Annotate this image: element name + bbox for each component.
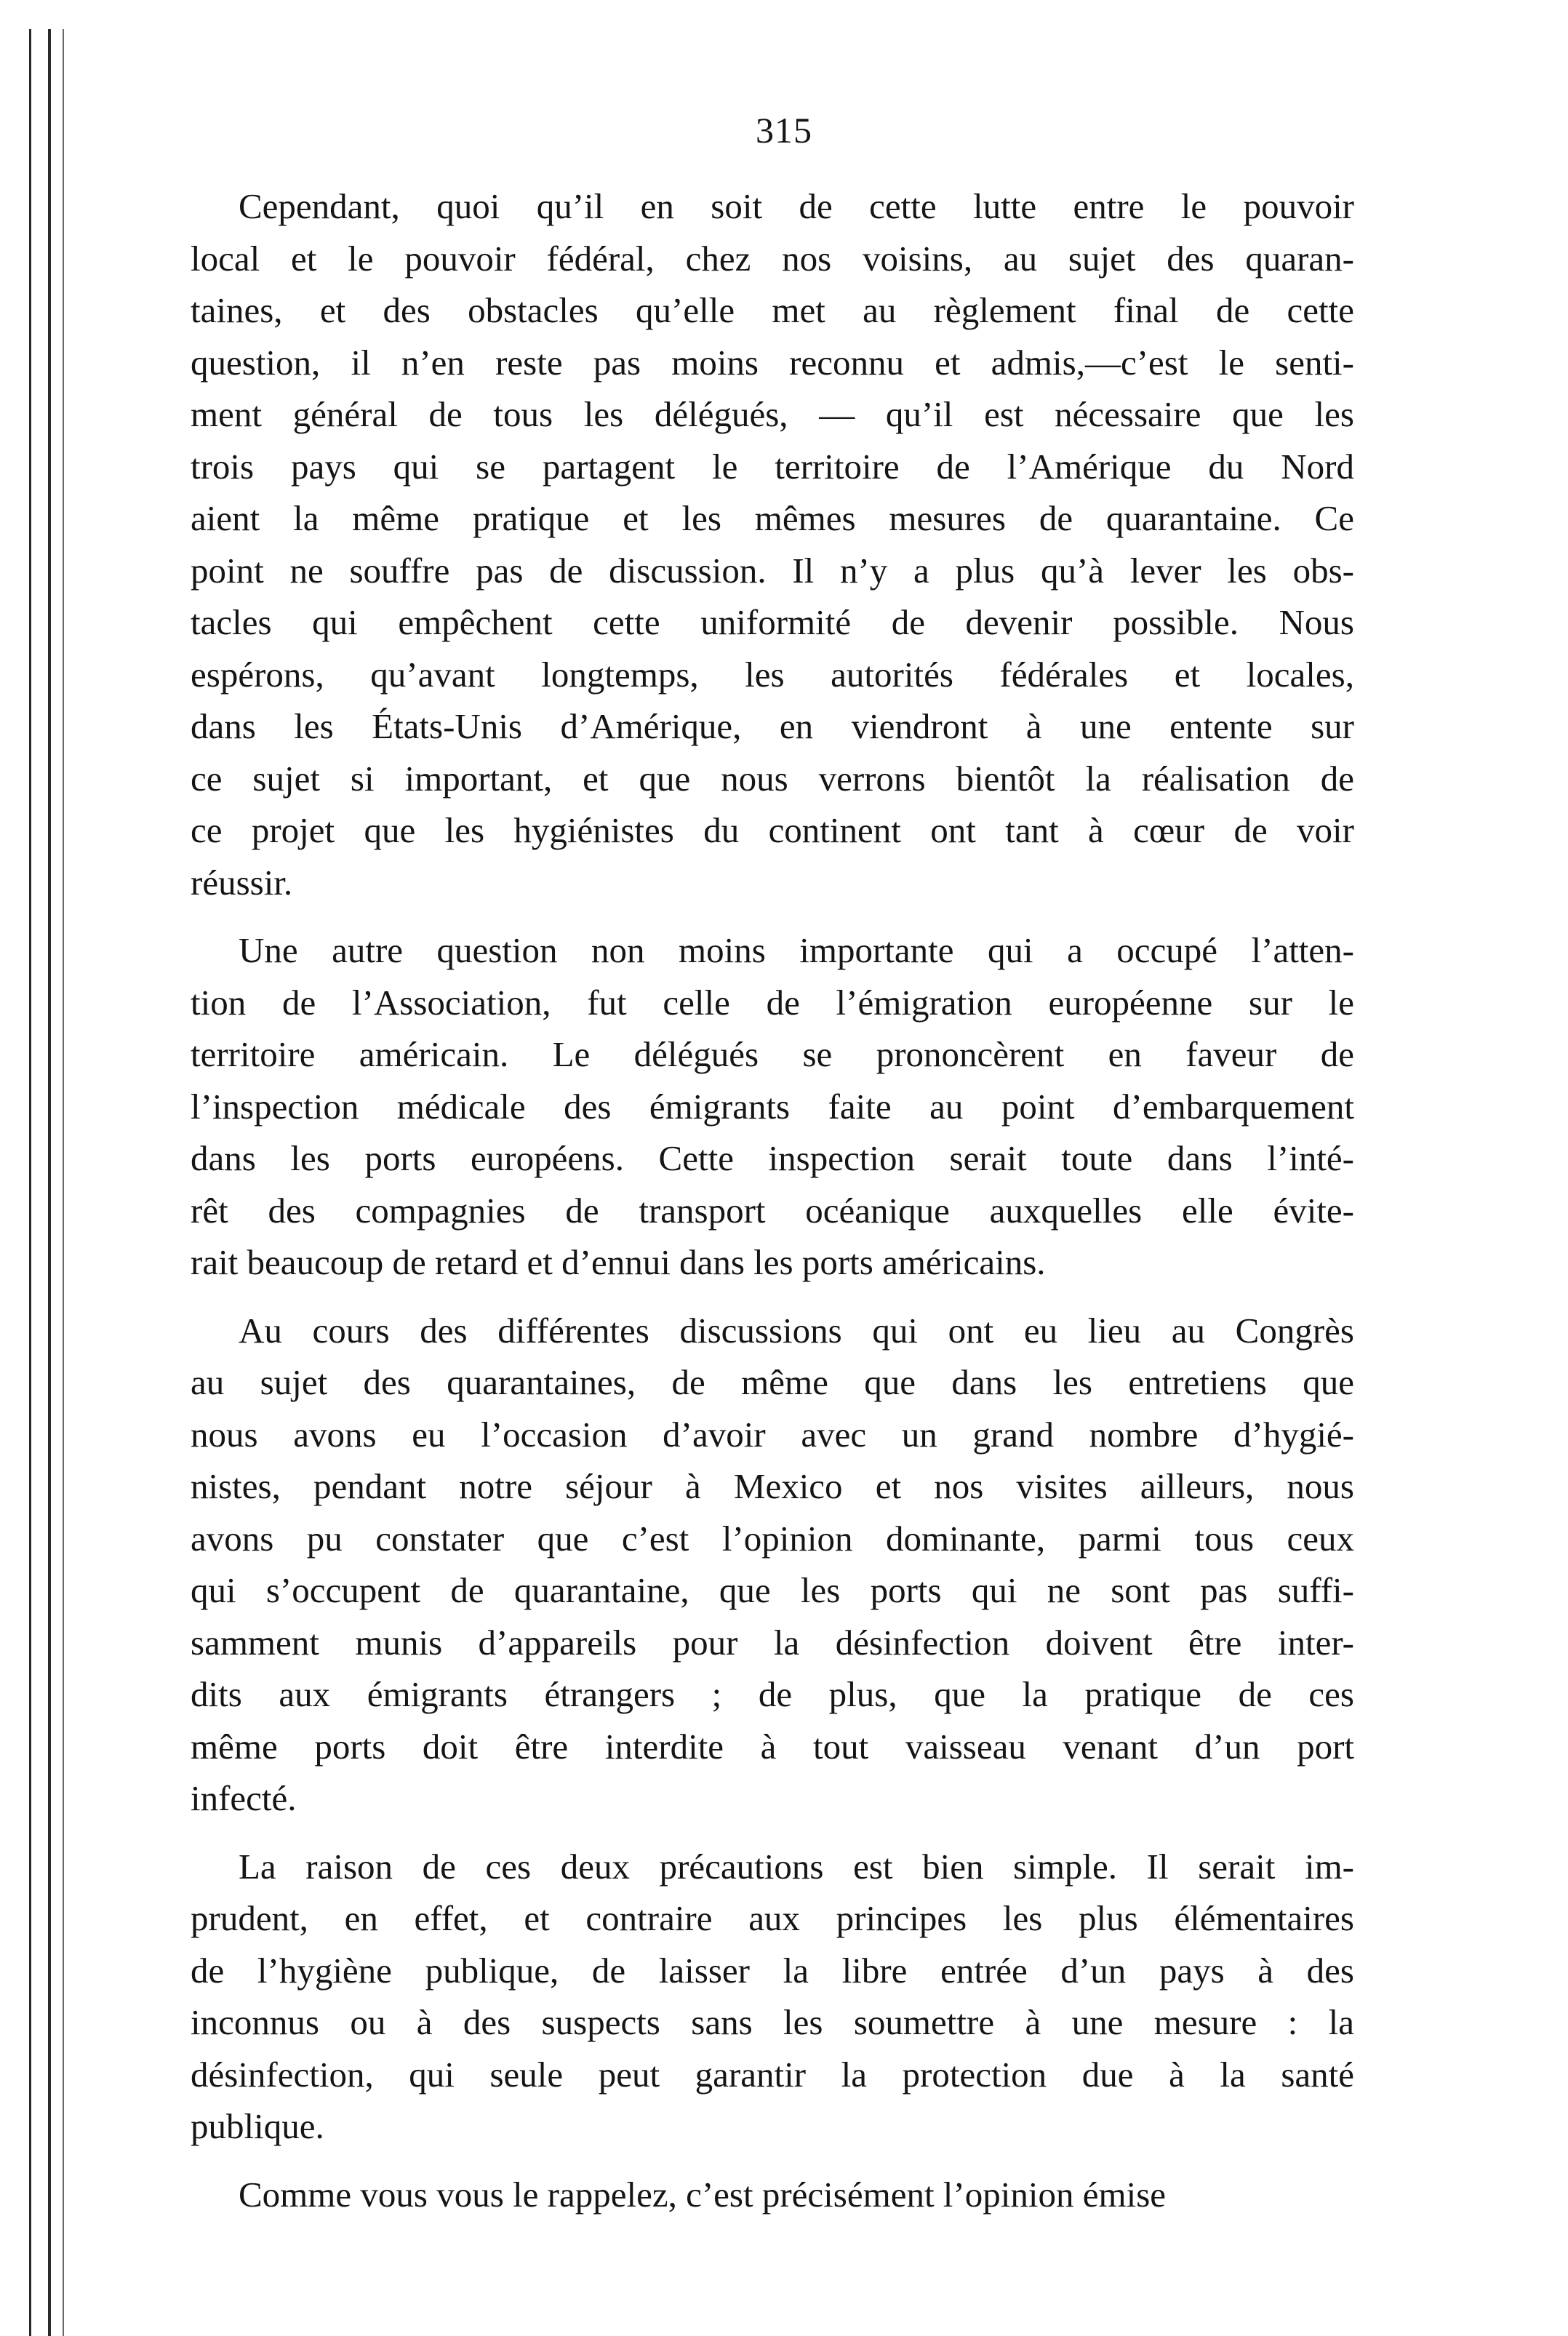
paragraph-gap (191, 1825, 1354, 1841)
paragraph (191, 924, 1354, 1289)
text-line: tacles qui empêchent cette uniformité de devenir possible. Nous (191, 602, 1354, 642)
text-line: avons pu constater que c’est l’opinion dominante, parmi tous ceux (191, 1518, 1354, 1559)
paragraph (191, 1305, 1354, 1825)
text-line: publique. (191, 2106, 324, 2146)
text-line: désinfection, qui seule peut garantir la protection due à la santé (191, 2054, 1354, 2095)
text-line: rêt des compagnies de transport océanique auxquelles elle évite- (191, 1190, 1354, 1231)
paragraph-gap (191, 1289, 1354, 1305)
text-line: même ports doit être interdite à tout vaisseau venant d’un port (191, 1726, 1354, 1767)
page-number: 315 (756, 110, 812, 151)
text-line: dits aux émigrants étrangers ; de plus, que la pratique de ces (191, 1674, 1354, 1714)
text-line: nistes, pendant notre séjour à Mexico et nos visites ailleurs, nous (191, 1466, 1354, 1506)
text-line: au sujet des quarantaines, de même que dans les entretiens que (191, 1362, 1354, 1402)
text-line: samment munis d’appareils pour la désinfection doivent être inter- (191, 1622, 1354, 1663)
text-line: ce sujet si important, et que nous verrons bientôt la réalisation de (191, 758, 1354, 799)
text-line: local et le pouvoir fédéral, chez nos voisins, au sujet des quaran- (191, 238, 1354, 279)
paragraph (191, 1841, 1354, 2153)
text-line: trois pays qui se partagent le territoire de l’Amérique du Nord (191, 446, 1354, 487)
binding-line (48, 29, 51, 2336)
text-line: nous avons eu l’occasion d’avoir avec un grand nombre d’hygié- (191, 1414, 1354, 1455)
text-line: prudent, en effet, et contraire aux principes les plus élémentaires (191, 1898, 1354, 1938)
text-line: l’inspection médicale des émigrants faite au point d’embarquement (191, 1086, 1354, 1127)
text-line: tion de l’Association, fut celle de l’émigration européenne sur le (191, 982, 1354, 1023)
text-line: espérons, qu’avant longtemps, les autorités fédérales et locales, (191, 654, 1354, 695)
text-line: de l’hygiène publique, de laisser la libre entrée d’un pays à des (191, 1950, 1354, 1991)
text-line: rait beaucoup de retard et d’ennui dans les ports américains. (191, 1242, 1046, 1282)
text-line: infecté. (191, 1778, 297, 1818)
text-line: territoire américain. Le délégués se prononcèrent en faveur de (191, 1034, 1354, 1074)
text-line: dans les ports européens. Cette inspection serait toute dans l’inté- (191, 1138, 1354, 1178)
paragraph (191, 180, 1354, 908)
binding-line (29, 29, 31, 2336)
text-line: La raison de ces deux précautions est bien simple. Il serait im- (239, 1846, 1354, 1887)
text-line: aient la même pratique et les mêmes mesures de quarantaine. Ce (191, 498, 1354, 538)
body-text (191, 180, 1354, 2220)
text-line: réussir. (191, 862, 293, 903)
paragraph-gap (191, 2153, 1354, 2169)
paragraph-gap (191, 908, 1354, 924)
text-line: question, il n’en reste pas moins reconnu et admis,—c’est le senti- (191, 342, 1354, 383)
text-line: dans les États-Unis d’Amérique, en viendront à une entente sur (191, 706, 1354, 746)
text-line: ment général de tous les délégués, — qu’il est nécessaire que les (191, 394, 1354, 434)
text-line: taines, et des obstacles qu’elle met au règlement final de cette (191, 290, 1354, 330)
text-line: point ne souffre pas de discussion. Il n’y a plus qu’à lever les obs- (191, 550, 1354, 591)
text-line: qui s’occupent de quarantaine, que les ports qui ne sont pas suffi- (191, 1570, 1354, 1610)
binding-line (63, 29, 64, 2336)
text-line: Une autre question non moins importante qui a occupé l’atten- (239, 930, 1354, 970)
text-line: Comme vous vous le rappelez, c’est précisément l’opinion émise (239, 2174, 1167, 2215)
text-line: Au cours des différentes discussions qui ont eu lieu au Congrès (239, 1310, 1354, 1351)
text-line: Cependant, quoi qu’il en soit de cette lutte entre le pouvoir (239, 186, 1354, 226)
binding-edge (20, 29, 71, 2336)
text-line: ce projet que les hygiénistes du continent ont tant à cœur de voir (191, 810, 1354, 850)
text-line: inconnus ou à des suspects sans les soumettre à une mesure : la (191, 2002, 1354, 2042)
paragraph (191, 2169, 1354, 2221)
